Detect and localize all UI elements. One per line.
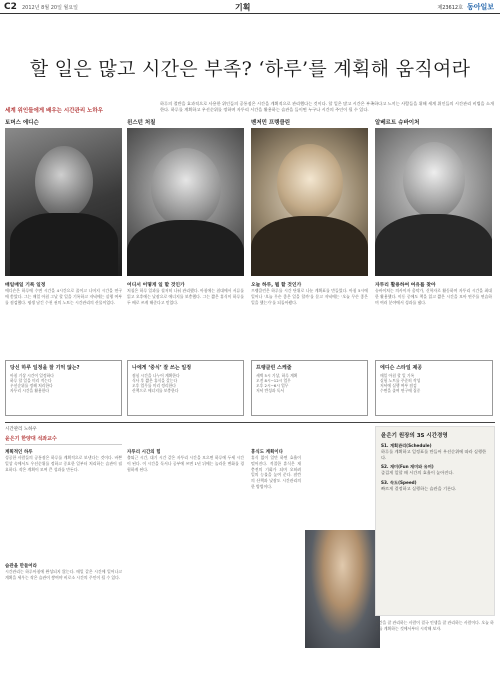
panel-item [381,443,489,460]
author-photo [305,530,380,648]
panel-item-text: 빠르게 결정하고 실행하는 습관을 기른다. [381,485,457,491]
info-box-item: 새벽 5시 기상, 하루 계획 [256,373,298,378]
column-text-3: 프랭클린은 하루를 시간 단위로 나눈 계획표를 만들었다. 아침 5시에 일어나 ‘오늘 무슨 좋은 일을 할까’를 묻고 저녁에는 ‘오늘 무슨 좋은 일을 했는가’를 되돌아봤다. [251,288,368,305]
column-byline: 윤은기 한양대 석좌교수 [5,435,122,445]
info-box-item: 자투리 시간을 활용한다 [10,388,50,393]
info-box-item: 오전 8시∼12시 업무 [256,378,291,383]
column-section-heading: 계획적인 하루 [5,450,33,455]
portrait-photo-4 [375,128,492,276]
info-box-item: 저녁에 실행 여부 점검 [380,383,417,388]
info-box-1 [5,360,122,416]
time-management-panel [375,426,495,616]
info-box-item: 산책으로 에너지를 보충한다 [132,388,179,393]
issue-number: 제23612호 [437,5,463,11]
panel-title: 윤은기 원장의 3S 시간경영 [381,433,448,439]
column-heading-3: 오늘 하루, 뭘 할 것인가 [251,283,302,288]
column-meta: 시간관리 노하우 [5,427,37,432]
info-box-title: 에디슨 스타일 제공 [380,365,423,371]
column-section-heading: 자투리 시간의 힘 [127,450,161,455]
subhead: 세계 위인들에게 배우는 시간관리 노하우 [5,108,103,114]
info-box-item: 오후 업무를 미리 정리한다 [132,383,176,388]
column-text-1: 에디슨은 하루에 수면 시간을 4시간으로 줄이고 나머지 시간을 연구에 쏟았다. 그는 매일 아침 그날 할 일을 기록하고 저녁에는 실행 여부를 점검했다. 평생 남긴 수천 권의 노트는 시간관리의 산물이었다. [5,288,122,305]
intro-text: 하루의 절반을 효과적으로 사용한 위인들의 공통점은 시간을 계획적으로 관리했다는 것이다. 할 일은 많고 시간은 부족하다고 느끼는 사람들을 위해 세계 위인들의 시간관리 비법을 소개한다. 하루를 계획하고 우선순위를 정하며 자투리 시간을 활용하는 습관을 들이면 누구나 시간의 주인이 될 수 있다. [160,101,495,112]
info-box-item: 매일 아침 할 일 기록 [380,373,415,378]
info-box-item: 식사 후 짧은 휴식을 갖는다 [132,378,178,383]
section-label: 기획 [235,3,251,12]
section-divider [5,422,495,423]
panel-item-text: 즐겁게 일할 때 시간의 효율이 높아진다. [381,470,454,476]
info-box-item: 실험 노트를 꾸준히 작성 [380,378,421,383]
portrait-caption-1: 토머스 에디슨 [5,120,39,126]
info-box-title: 당신 하루 일정을 잘 기억 않는? [10,365,80,371]
panel-item [381,480,489,492]
column-heading-1: 매일매일 기록 일정 [5,283,46,288]
headline: 할 일은 많고 시간은 부족? ‘하루’를 계획해 움직여라 [29,58,471,80]
logo-text: 동아일보 [466,3,494,11]
column-section-heading: 휴식도 계획이다 [251,450,283,455]
info-box-item: 아침 기상 시간이 일정하다 [10,373,54,378]
info-box-item: 수면을 줄여 연구에 집중 [380,388,421,393]
column-heading-2: 어디서 어떻게 일 할 것인가 [127,283,185,288]
panel-item-label: S3. 속도(Speed) [381,479,417,485]
column-section-3 [251,446,301,490]
issue-date: 2012년 8월 20일 월요일 [22,5,79,11]
portrait-photo-2 [127,128,244,276]
info-box-item: 우선순위를 정해 처리한다 [10,383,53,388]
page-header [0,0,500,14]
column-section-text: 휴식 없이 일만 하면 효율이 떨어진다. 적절한 휴식은 재충전의 기회가 되며 오히려 일의 능률을 높여 준다. 잠깐의 산책과 낮잠도 시간관리의 한 방법이다. [251,455,301,489]
info-box-title: 나에게 ‘중식’ 잘 쓰는 일정 [132,365,192,371]
panel-item-label: S1. 계획관리(Schedule) [381,443,432,448]
column-section-text: 출퇴근 시간, 대기 시간 같은 자투리 시간을 모으면 하루에 두세 시간이 된다. 이 시간을 독서나 공부에 쓰면 1년 뒤에는 놀라운 변화를 경험하게 된다. [127,455,244,472]
column-text-4: 슈바이처는 의사이자 음악가, 신학자로 활동하며 자투리 시간을 최대한 활용했다. 이동 중에도 책을 읽고 짧은 시간을 모아 연주를 연습하며 여러 분야에서 성과를 냈다. [375,288,492,305]
info-box-2 [127,360,244,416]
panel-item-text: 하루를 계획하고 일정표를 만들어 우선순위에 따라 실행한다. [381,448,487,460]
column-section-heading: 습관을 만들어라 [5,564,37,569]
column-section-2 [127,446,244,472]
portrait-caption-4: 알베르트 슈바이처 [375,120,420,126]
end-note: 시간을 잘 관리하는 사람이 결국 인생을 잘 관리하는 사람이다. 오늘 하루를 계획하는 것에서부터 시작해 보자. [375,620,494,631]
column-section-text: 성공한 사람들의 공통점은 하루를 계획적으로 보낸다는 것이다. 바쁜 일상 속에서도 우선순위를 정하고 중요한 일부터 처리하는 습관이 필요하다. 작은 계획이 모여 큰 성과를 만든다. [5,455,122,472]
column-section-1 [5,446,122,472]
portrait-photo-3 [251,128,368,276]
portrait-caption-3: 벤저민 프랭클린 [251,120,291,126]
column-heading-4: 자투리 활용하여 여유를 찾아 [375,283,436,288]
info-box-4 [375,360,493,416]
column-section-text: 시간관리는 하루아침에 완성되지 않는다. 매일 같은 시간에 일어나고 계획을 세우는 작은 습관이 쌓여야 비로소 시간의 주인이 될 수 있다. [5,569,122,580]
column-section-4 [5,560,122,581]
info-box-3 [251,360,368,416]
panel-item-label: S2. 재미(Fun 재미와 유머) [381,464,434,470]
page-number: C2 [4,2,17,12]
info-box-title: 프랭클린 스케줄 [256,365,292,371]
column-text-2: 처칠은 하루 일과를 철저히 나눠 관리했다. 아침에는 침대에서 서류를 읽고 오후에는 낮잠으로 에너지를 보충했다. 그는 짧은 휴식이 하루를 두 배로 쓰게 해준다고 믿었다. [127,288,244,305]
newspaper-logo [437,2,494,12]
portrait-caption-2: 윈스턴 처칠 [127,120,156,126]
info-box-item: 점심 시간을 나누어 계획한다 [132,373,180,378]
info-box-item: 하루 할 일을 미리 적는다 [10,378,52,383]
info-box-item: 저녁 반성과 독서 [256,388,285,393]
portrait-photo-1 [5,128,122,276]
panel-item [381,464,489,476]
info-box-item: 오후 2시∼6시 업무 [256,383,289,388]
